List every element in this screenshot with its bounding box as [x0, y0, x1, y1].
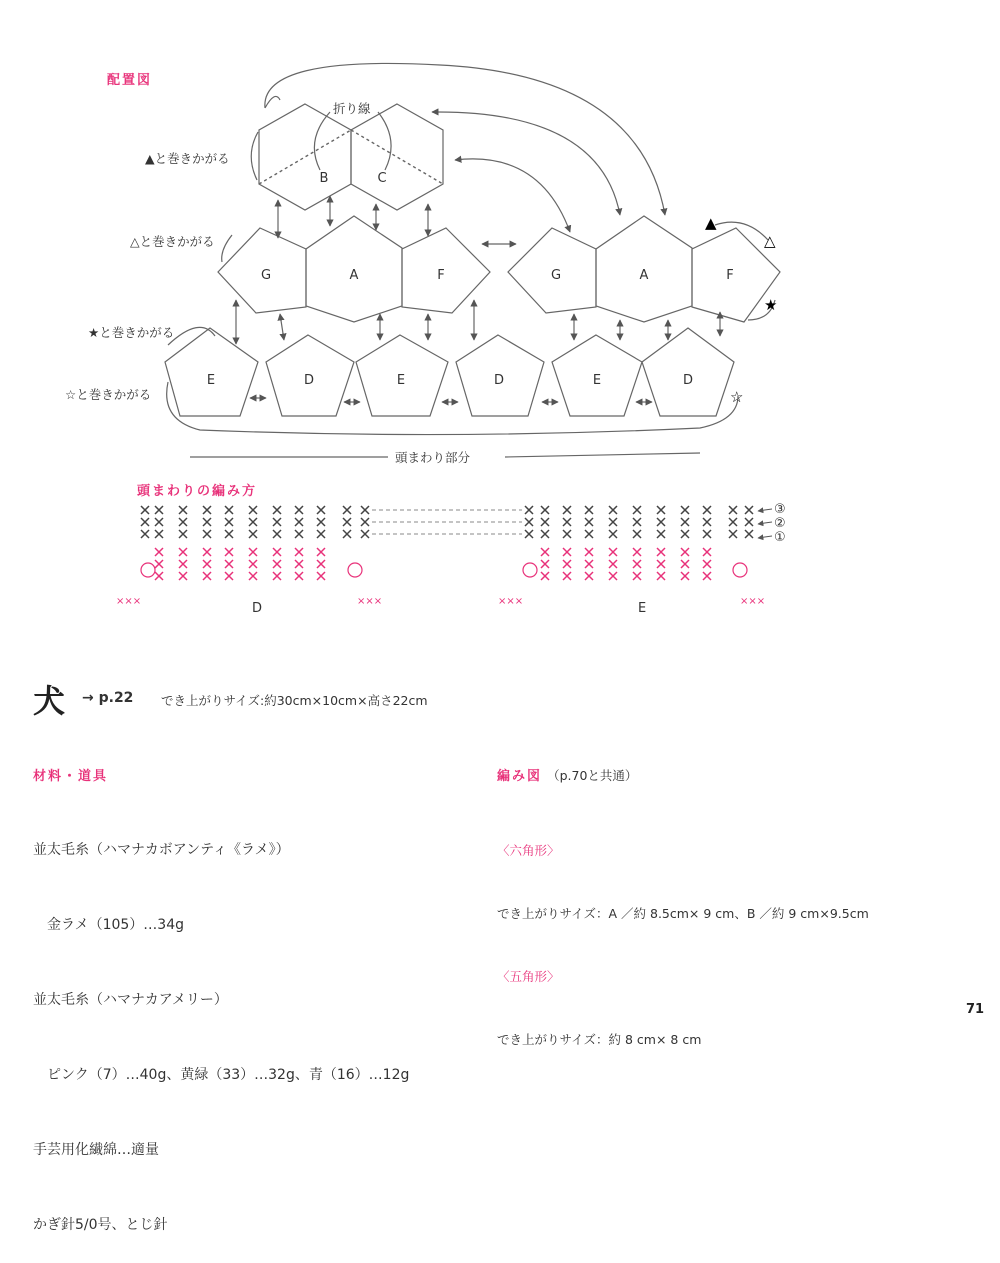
stitch-mark: [179, 506, 187, 514]
stitch-mark: [203, 530, 211, 538]
stitch-mark: [361, 530, 369, 538]
materials-line: 金ラメ（105）…34g: [33, 917, 185, 933]
symbol-black-triangle: ▲: [705, 214, 717, 232]
stitch-mark: [249, 530, 257, 538]
label-white-star: ☆と巻きかがる: [65, 387, 152, 402]
stitch-mark: [633, 572, 641, 580]
stitch-mark: [633, 506, 641, 514]
stitch-mark: [633, 530, 641, 538]
pent-label-g-left: G: [260, 268, 272, 283]
pentagon-f-left: [402, 228, 490, 313]
stitch-mark: [155, 548, 163, 556]
label-black-star: ★と巻きかがる: [88, 325, 175, 340]
stitch-mark: [179, 518, 187, 526]
hex-label-c: C: [377, 171, 387, 186]
materials-line: 並太毛糸（ハマナカアメリー）: [33, 992, 228, 1008]
stitch-mark: [317, 518, 325, 526]
stitch-mark: [273, 548, 281, 556]
pentagon-d-3: [642, 328, 734, 416]
stitch-mark: [609, 572, 617, 580]
row-number-1: ①: [774, 530, 786, 545]
stitch-mark: [317, 560, 325, 568]
svg-text:×××: ×××: [740, 596, 766, 607]
svg-text:×××: ×××: [116, 596, 142, 607]
part-label-d: D: [252, 601, 263, 616]
stitch-mark: [681, 506, 689, 514]
part-label-e: E: [638, 601, 647, 616]
hexagon-spec-size: でき上がりサイズ：A ／約 8.5cm× 9 cm、B ／約 9 cm×9.5cm: [497, 906, 869, 921]
pent-label-bottom-1: E: [206, 373, 216, 388]
stitch-mark: [563, 530, 571, 538]
symbol-white-triangle: △: [764, 232, 776, 250]
materials-line: 並太毛糸（ハマナカボアンティ《ラメ》）: [33, 842, 290, 858]
stitch-mark: [225, 548, 233, 556]
hex-label-b: B: [319, 171, 329, 186]
stitch-mark: [295, 518, 303, 526]
stitch-mark: [343, 530, 351, 538]
stitch-mark: [745, 518, 753, 526]
stitch-mark: [179, 548, 187, 556]
pent-label-bottom-6: D: [682, 373, 694, 388]
chart-info-heading: [497, 765, 637, 784]
stitch-mark: [317, 572, 325, 580]
stitch-mark: [203, 518, 211, 526]
stitch-mark: [729, 506, 737, 514]
stitch-mark: [361, 506, 369, 514]
stitch-mark: [633, 548, 641, 556]
stitch-mark: [563, 506, 571, 514]
pent-label-bottom-5: E: [592, 373, 602, 388]
stitch-mark: [179, 572, 187, 580]
stitch-mark: [525, 518, 533, 526]
stitch-mark: [295, 560, 303, 568]
stitch-mark: [295, 530, 303, 538]
stitch-mark: [343, 506, 351, 514]
stitch-mark: [681, 518, 689, 526]
pent-label-f-right: F: [726, 268, 734, 283]
stitch-mark: [343, 518, 351, 526]
pentagon-e-1: [165, 328, 258, 416]
stitch-mark: [225, 518, 233, 526]
stitch-mark: [633, 560, 641, 568]
stitch-mark: [295, 572, 303, 580]
stitch-mark: [585, 560, 593, 568]
stitch-mark: [541, 572, 549, 580]
stitch-mark: [225, 572, 233, 580]
stitch-mark: [729, 518, 737, 526]
stitch-mark: [563, 548, 571, 556]
stitch-mark: [585, 548, 593, 556]
stitch-mark: [657, 530, 665, 538]
head-part-label: 頭まわり部分: [395, 450, 471, 465]
pentagon-spec-size: でき上がりサイズ：約 8 cm× 8 cm: [497, 1032, 702, 1047]
hexagon-spec-title: 〈六角形〉: [497, 843, 560, 858]
stitch-mark: [585, 506, 593, 514]
pent-label-bottom-2: D: [303, 373, 315, 388]
stitch-mark: [541, 548, 549, 556]
stitch-mark: [585, 530, 593, 538]
stitch-mark: [681, 530, 689, 538]
stitch-mark: [609, 518, 617, 526]
stitch-mark: [141, 506, 149, 514]
pent-label-bottom-3: E: [396, 373, 406, 388]
stitch-mark: [563, 560, 571, 568]
stitch-mark: [563, 518, 571, 526]
layout-diagram-title: 配置図: [107, 73, 153, 88]
stitch-mark: [141, 530, 149, 538]
stitch-mark: [585, 518, 593, 526]
stitch-mark: [273, 518, 281, 526]
stitch-mark: [295, 548, 303, 556]
stitch-mark: [273, 560, 281, 568]
chart-info-specs: [497, 798, 869, 1071]
row-number-3: ③: [774, 502, 786, 517]
stitch-mark: [585, 572, 593, 580]
product-size: でき上がりサイズ:約30cm×10cm×高さ22cm: [161, 693, 428, 708]
product-name: 犬: [33, 682, 66, 720]
stitch-mark: [541, 506, 549, 514]
stitch-mark: [703, 572, 711, 580]
chart-info-title: 編み図: [497, 769, 543, 784]
pent-label-f-left: F: [437, 268, 445, 283]
materials-line: ピンク（7）…40g、黄緑（33）…32g、青（16）…12g: [33, 1067, 410, 1083]
stitch-mark: [703, 506, 711, 514]
stitch-mark: [681, 548, 689, 556]
hexagon-b: [259, 104, 351, 210]
stitch-mark: [155, 530, 163, 538]
stitch-mark: [633, 518, 641, 526]
stitch-mark: [225, 530, 233, 538]
row-number-2: ②: [774, 516, 786, 531]
stitch-mark: [525, 506, 533, 514]
product-page-ref: → p.22: [82, 690, 134, 706]
pent-label-a-right: A: [639, 268, 649, 283]
stitch-mark: [563, 572, 571, 580]
pent-label-bottom-4: D: [493, 373, 505, 388]
stitch-mark: [525, 530, 533, 538]
stitch-mark: [657, 518, 665, 526]
pent-label-a-left: A: [349, 268, 359, 283]
svg-text:×××: ×××: [498, 596, 524, 607]
pentagon-spec-title: 〈五角形〉: [497, 969, 560, 984]
stitch-mark: [155, 560, 163, 568]
stitch-mark: [179, 530, 187, 538]
stitch-mark: [703, 530, 711, 538]
stitch-mark: [203, 506, 211, 514]
stitch-mark: [141, 518, 149, 526]
stitch-mark: [249, 518, 257, 526]
stitch-mark: [657, 572, 665, 580]
symbol-white-star: ☆: [730, 388, 744, 406]
stitch-mark: [155, 518, 163, 526]
stitch-mark: [609, 560, 617, 568]
stitch-mark: [249, 560, 257, 568]
label-white-triangle: △と巻きかがる: [130, 234, 215, 249]
stitch-mark: [657, 548, 665, 556]
stitch-mark: [203, 572, 211, 580]
stitch-mark: [745, 530, 753, 538]
stitch-mark: [541, 530, 549, 538]
label-black-triangle: ▲と巻きかがる: [145, 151, 230, 166]
stitch-mark: [225, 560, 233, 568]
stitch-mark: [657, 506, 665, 514]
symbol-black-star: ★: [764, 296, 778, 314]
stitch-mark: [317, 530, 325, 538]
stitch-mark: [249, 572, 257, 580]
materials-title: 材料・道具: [33, 769, 109, 784]
stitch-mark: [609, 548, 617, 556]
stitch-mark: [703, 560, 711, 568]
stitch-mark: [179, 560, 187, 568]
stitch-mark: [657, 560, 665, 568]
stitch-mark: [203, 560, 211, 568]
page-number: 71: [966, 1002, 985, 1017]
chart-info-note: （p.70と共通）: [547, 768, 638, 783]
stitch-mark: [273, 530, 281, 538]
svg-text:×××: ×××: [357, 596, 383, 607]
stitch-mark: [317, 506, 325, 514]
stitch-mark: [681, 572, 689, 580]
fold-line-label: 折り線: [333, 101, 371, 116]
stitch-mark: [155, 572, 163, 580]
stitch-mark: [703, 548, 711, 556]
stitch-mark: [249, 506, 257, 514]
stitch-mark: [745, 506, 753, 514]
stitch-mark: [225, 506, 233, 514]
stitch-mark: [155, 506, 163, 514]
stitch-mark: [703, 518, 711, 526]
materials-line: かぎ針5/0号、とじ針: [33, 1217, 168, 1233]
stitch-mark: [317, 548, 325, 556]
stitch-mark: [249, 548, 257, 556]
stitch-mark: [361, 518, 369, 526]
stitch-mark: [729, 530, 737, 538]
materials-list: [33, 788, 409, 1263]
stitch-mark: [273, 572, 281, 580]
stitch-mark: [609, 506, 617, 514]
stitch-mark: [541, 518, 549, 526]
stitch-mark: [203, 548, 211, 556]
head-stitch-title: 頭まわりの編み方: [137, 484, 258, 499]
stitch-mark: [681, 560, 689, 568]
pent-label-g-right: G: [550, 268, 562, 283]
hexagon-c: [351, 104, 443, 210]
stitch-mark: [273, 506, 281, 514]
stitch-mark: [295, 506, 303, 514]
stitch-mark: [609, 530, 617, 538]
materials-line: 手芸用化繊綿…適量: [33, 1142, 159, 1158]
stitch-mark: [541, 560, 549, 568]
